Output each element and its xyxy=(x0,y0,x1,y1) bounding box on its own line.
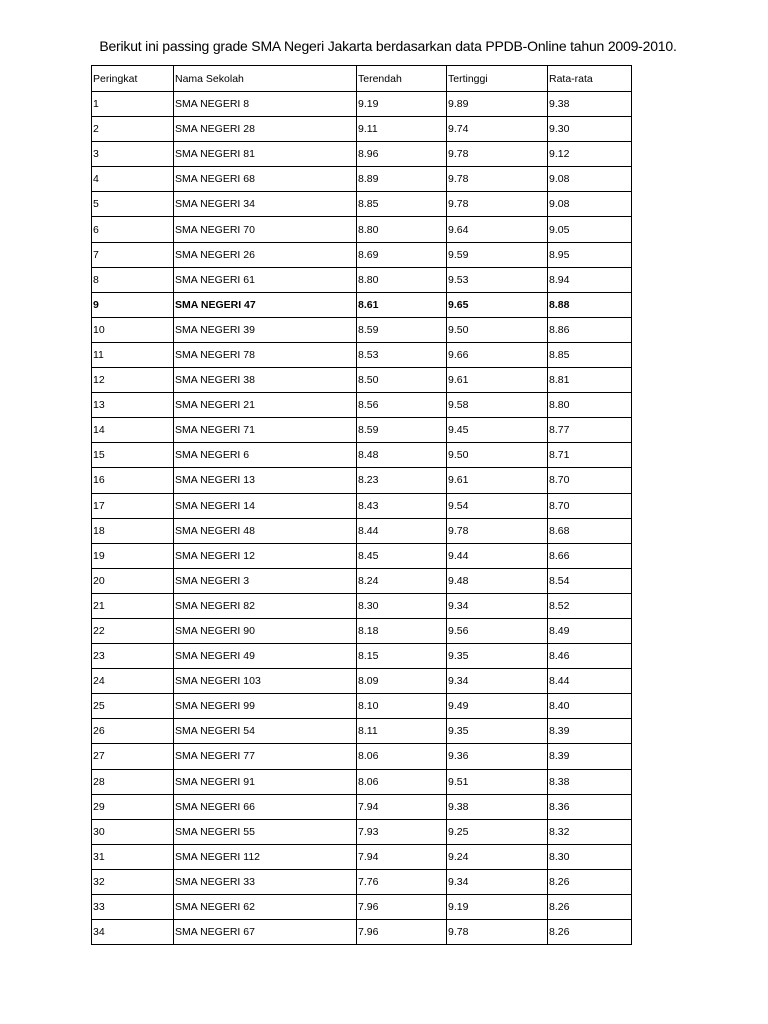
cell-highest: 9.48 xyxy=(447,568,548,593)
cell-lowest: 8.23 xyxy=(357,468,447,493)
cell-rank: 14 xyxy=(92,418,174,443)
cell-highest: 9.44 xyxy=(447,543,548,568)
cell-school-name: SMA NEGERI 103 xyxy=(174,669,357,694)
cell-school-name: SMA NEGERI 47 xyxy=(174,292,357,317)
cell-lowest: 8.80 xyxy=(357,267,447,292)
table-row xyxy=(92,694,632,719)
cell-school-name: SMA NEGERI 61 xyxy=(174,267,357,292)
table-row xyxy=(92,192,632,217)
table-row xyxy=(92,368,632,393)
cell-average: 9.38 xyxy=(548,92,632,117)
cell-lowest: 8.48 xyxy=(357,443,447,468)
cell-rank: 26 xyxy=(92,719,174,744)
cell-school-name: SMA NEGERI 38 xyxy=(174,368,357,393)
page-title: Berikut ini passing grade SMA Negeri Jakarta berdasarkan data PPDB-Online tahun 2009-2010. xyxy=(99,38,677,54)
cell-lowest: 7.96 xyxy=(357,895,447,920)
cell-lowest: 8.44 xyxy=(357,518,447,543)
cell-rank: 15 xyxy=(92,443,174,468)
cell-highest: 9.25 xyxy=(447,819,548,844)
cell-rank: 30 xyxy=(92,819,174,844)
cell-rank: 25 xyxy=(92,694,174,719)
table-row xyxy=(92,794,632,819)
cell-average: 8.88 xyxy=(548,292,632,317)
table-row xyxy=(92,468,632,493)
cell-highest: 9.45 xyxy=(447,418,548,443)
cell-lowest: 8.80 xyxy=(357,217,447,242)
cell-lowest: 8.59 xyxy=(357,418,447,443)
cell-school-name: SMA NEGERI 62 xyxy=(174,895,357,920)
table-row xyxy=(92,618,632,643)
cell-average: 8.26 xyxy=(548,895,632,920)
table-row xyxy=(92,669,632,694)
cell-rank: 6 xyxy=(92,217,174,242)
cell-lowest: 8.85 xyxy=(357,192,447,217)
cell-school-name: SMA NEGERI 33 xyxy=(174,869,357,894)
cell-rank: 16 xyxy=(92,468,174,493)
cell-rank: 8 xyxy=(92,267,174,292)
table-row xyxy=(92,267,632,292)
cell-highest: 9.49 xyxy=(447,694,548,719)
cell-lowest: 8.56 xyxy=(357,393,447,418)
cell-highest: 9.50 xyxy=(447,317,548,342)
cell-school-name: SMA NEGERI 8 xyxy=(174,92,357,117)
cell-highest: 9.78 xyxy=(447,167,548,192)
table-row xyxy=(92,869,632,894)
cell-average: 8.66 xyxy=(548,543,632,568)
cell-rank: 21 xyxy=(92,593,174,618)
cell-highest: 9.78 xyxy=(447,920,548,945)
cell-lowest: 8.53 xyxy=(357,342,447,367)
cell-highest: 9.59 xyxy=(447,242,548,267)
cell-highest: 9.51 xyxy=(447,769,548,794)
cell-lowest: 7.76 xyxy=(357,869,447,894)
cell-average: 8.26 xyxy=(548,920,632,945)
table-row xyxy=(92,167,632,192)
cell-highest: 9.24 xyxy=(447,844,548,869)
header-school-name: Nama Sekolah xyxy=(174,66,357,92)
cell-lowest: 8.69 xyxy=(357,242,447,267)
cell-highest: 9.35 xyxy=(447,644,548,669)
cell-highest: 9.65 xyxy=(447,292,548,317)
cell-lowest: 7.94 xyxy=(357,794,447,819)
cell-rank: 31 xyxy=(92,844,174,869)
cell-average: 9.30 xyxy=(548,117,632,142)
table-row xyxy=(92,518,632,543)
passing-grade-table xyxy=(91,65,632,945)
cell-lowest: 8.18 xyxy=(357,618,447,643)
cell-rank: 17 xyxy=(92,493,174,518)
cell-school-name: SMA NEGERI 48 xyxy=(174,518,357,543)
table-row xyxy=(92,418,632,443)
cell-school-name: SMA NEGERI 66 xyxy=(174,794,357,819)
cell-average: 8.44 xyxy=(548,669,632,694)
cell-highest: 9.53 xyxy=(447,267,548,292)
cell-school-name: SMA NEGERI 90 xyxy=(174,618,357,643)
cell-highest: 9.78 xyxy=(447,518,548,543)
cell-lowest: 8.15 xyxy=(357,644,447,669)
cell-average: 8.52 xyxy=(548,593,632,618)
cell-average: 8.94 xyxy=(548,267,632,292)
cell-lowest: 8.09 xyxy=(357,669,447,694)
cell-lowest: 8.11 xyxy=(357,719,447,744)
cell-school-name: SMA NEGERI 26 xyxy=(174,242,357,267)
cell-rank: 4 xyxy=(92,167,174,192)
cell-average: 8.32 xyxy=(548,819,632,844)
cell-rank: 18 xyxy=(92,518,174,543)
cell-average: 8.95 xyxy=(548,242,632,267)
table-row xyxy=(92,769,632,794)
cell-rank: 33 xyxy=(92,895,174,920)
cell-average: 8.36 xyxy=(548,794,632,819)
cell-rank: 32 xyxy=(92,869,174,894)
cell-rank: 2 xyxy=(92,117,174,142)
cell-lowest: 8.24 xyxy=(357,568,447,593)
cell-lowest: 8.43 xyxy=(357,493,447,518)
cell-school-name: SMA NEGERI 6 xyxy=(174,443,357,468)
cell-average: 9.12 xyxy=(548,142,632,167)
cell-average: 8.70 xyxy=(548,493,632,518)
cell-school-name: SMA NEGERI 55 xyxy=(174,819,357,844)
cell-school-name: SMA NEGERI 81 xyxy=(174,142,357,167)
cell-school-name: SMA NEGERI 34 xyxy=(174,192,357,217)
cell-average: 9.08 xyxy=(548,192,632,217)
cell-lowest: 8.59 xyxy=(357,317,447,342)
cell-highest: 9.78 xyxy=(447,142,548,167)
cell-average: 8.86 xyxy=(548,317,632,342)
cell-highest: 9.56 xyxy=(447,618,548,643)
cell-rank: 20 xyxy=(92,568,174,593)
cell-school-name: SMA NEGERI 3 xyxy=(174,568,357,593)
cell-rank: 7 xyxy=(92,242,174,267)
cell-rank: 13 xyxy=(92,393,174,418)
table-row xyxy=(92,719,632,744)
cell-average: 8.71 xyxy=(548,443,632,468)
table-row xyxy=(92,920,632,945)
cell-lowest: 8.89 xyxy=(357,167,447,192)
table-row xyxy=(92,317,632,342)
cell-highest: 9.66 xyxy=(447,342,548,367)
table-row xyxy=(92,292,632,317)
table-row xyxy=(92,895,632,920)
table-row xyxy=(92,543,632,568)
cell-rank: 12 xyxy=(92,368,174,393)
cell-rank: 3 xyxy=(92,142,174,167)
cell-rank: 29 xyxy=(92,794,174,819)
cell-highest: 9.35 xyxy=(447,719,548,744)
cell-rank: 5 xyxy=(92,192,174,217)
table-row xyxy=(92,819,632,844)
table-row xyxy=(92,242,632,267)
cell-average: 8.46 xyxy=(548,644,632,669)
cell-lowest: 7.94 xyxy=(357,844,447,869)
cell-rank: 11 xyxy=(92,342,174,367)
cell-school-name: SMA NEGERI 77 xyxy=(174,744,357,769)
table-row xyxy=(92,593,632,618)
cell-rank: 24 xyxy=(92,669,174,694)
cell-rank: 1 xyxy=(92,92,174,117)
cell-school-name: SMA NEGERI 99 xyxy=(174,694,357,719)
cell-average: 8.26 xyxy=(548,869,632,894)
cell-school-name: SMA NEGERI 67 xyxy=(174,920,357,945)
header-lowest: Terendah xyxy=(357,66,447,92)
table-row xyxy=(92,644,632,669)
cell-rank: 23 xyxy=(92,644,174,669)
cell-average: 8.80 xyxy=(548,393,632,418)
cell-average: 8.39 xyxy=(548,744,632,769)
table-row xyxy=(92,443,632,468)
table-row xyxy=(92,92,632,117)
cell-lowest: 8.50 xyxy=(357,368,447,393)
cell-school-name: SMA NEGERI 68 xyxy=(174,167,357,192)
cell-rank: 27 xyxy=(92,744,174,769)
table-body xyxy=(92,92,632,945)
cell-average: 9.08 xyxy=(548,167,632,192)
cell-average: 8.38 xyxy=(548,769,632,794)
cell-highest: 9.64 xyxy=(447,217,548,242)
table-row xyxy=(92,393,632,418)
header-rank: Peringkat xyxy=(92,66,174,92)
cell-lowest: 8.06 xyxy=(357,744,447,769)
cell-rank: 19 xyxy=(92,543,174,568)
cell-highest: 9.19 xyxy=(447,895,548,920)
cell-school-name: SMA NEGERI 14 xyxy=(174,493,357,518)
cell-highest: 9.50 xyxy=(447,443,548,468)
cell-highest: 9.38 xyxy=(447,794,548,819)
cell-rank: 10 xyxy=(92,317,174,342)
cell-lowest: 8.10 xyxy=(357,694,447,719)
cell-lowest: 9.19 xyxy=(357,92,447,117)
cell-lowest: 8.45 xyxy=(357,543,447,568)
cell-average: 8.54 xyxy=(548,568,632,593)
cell-school-name: SMA NEGERI 49 xyxy=(174,644,357,669)
header-average: Rata-rata xyxy=(548,66,632,92)
cell-average: 8.40 xyxy=(548,694,632,719)
cell-average: 8.30 xyxy=(548,844,632,869)
cell-school-name: SMA NEGERI 21 xyxy=(174,393,357,418)
cell-average: 8.70 xyxy=(548,468,632,493)
cell-highest: 9.78 xyxy=(447,192,548,217)
cell-average: 8.85 xyxy=(548,342,632,367)
table-row xyxy=(92,342,632,367)
table-row xyxy=(92,142,632,167)
cell-school-name: SMA NEGERI 13 xyxy=(174,468,357,493)
cell-highest: 9.61 xyxy=(447,468,548,493)
cell-school-name: SMA NEGERI 28 xyxy=(174,117,357,142)
cell-average: 8.49 xyxy=(548,618,632,643)
cell-school-name: SMA NEGERI 78 xyxy=(174,342,357,367)
cell-school-name: SMA NEGERI 71 xyxy=(174,418,357,443)
table-row xyxy=(92,117,632,142)
cell-highest: 9.54 xyxy=(447,493,548,518)
cell-lowest: 8.30 xyxy=(357,593,447,618)
cell-lowest: 7.93 xyxy=(357,819,447,844)
cell-rank: 28 xyxy=(92,769,174,794)
cell-highest: 9.89 xyxy=(447,92,548,117)
cell-rank: 9 xyxy=(92,292,174,317)
cell-highest: 9.34 xyxy=(447,593,548,618)
cell-average: 8.77 xyxy=(548,418,632,443)
cell-average: 8.39 xyxy=(548,719,632,744)
table-row xyxy=(92,493,632,518)
cell-school-name: SMA NEGERI 70 xyxy=(174,217,357,242)
table-header-row xyxy=(92,66,632,92)
cell-highest: 9.74 xyxy=(447,117,548,142)
cell-lowest: 8.61 xyxy=(357,292,447,317)
cell-average: 8.68 xyxy=(548,518,632,543)
cell-highest: 9.58 xyxy=(447,393,548,418)
cell-lowest: 8.06 xyxy=(357,769,447,794)
cell-rank: 22 xyxy=(92,618,174,643)
cell-school-name: SMA NEGERI 112 xyxy=(174,844,357,869)
table-row xyxy=(92,844,632,869)
cell-highest: 9.36 xyxy=(447,744,548,769)
header-highest: Tertinggi xyxy=(447,66,548,92)
table-row xyxy=(92,744,632,769)
cell-school-name: SMA NEGERI 91 xyxy=(174,769,357,794)
cell-rank: 34 xyxy=(92,920,174,945)
cell-lowest: 9.11 xyxy=(357,117,447,142)
table-row xyxy=(92,217,632,242)
cell-lowest: 7.96 xyxy=(357,920,447,945)
cell-average: 8.81 xyxy=(548,368,632,393)
cell-school-name: SMA NEGERI 39 xyxy=(174,317,357,342)
table-row xyxy=(92,568,632,593)
cell-highest: 9.34 xyxy=(447,669,548,694)
cell-average: 9.05 xyxy=(548,217,632,242)
cell-school-name: SMA NEGERI 82 xyxy=(174,593,357,618)
cell-lowest: 8.96 xyxy=(357,142,447,167)
cell-school-name: SMA NEGERI 54 xyxy=(174,719,357,744)
cell-highest: 9.34 xyxy=(447,869,548,894)
cell-school-name: SMA NEGERI 12 xyxy=(174,543,357,568)
cell-highest: 9.61 xyxy=(447,368,548,393)
